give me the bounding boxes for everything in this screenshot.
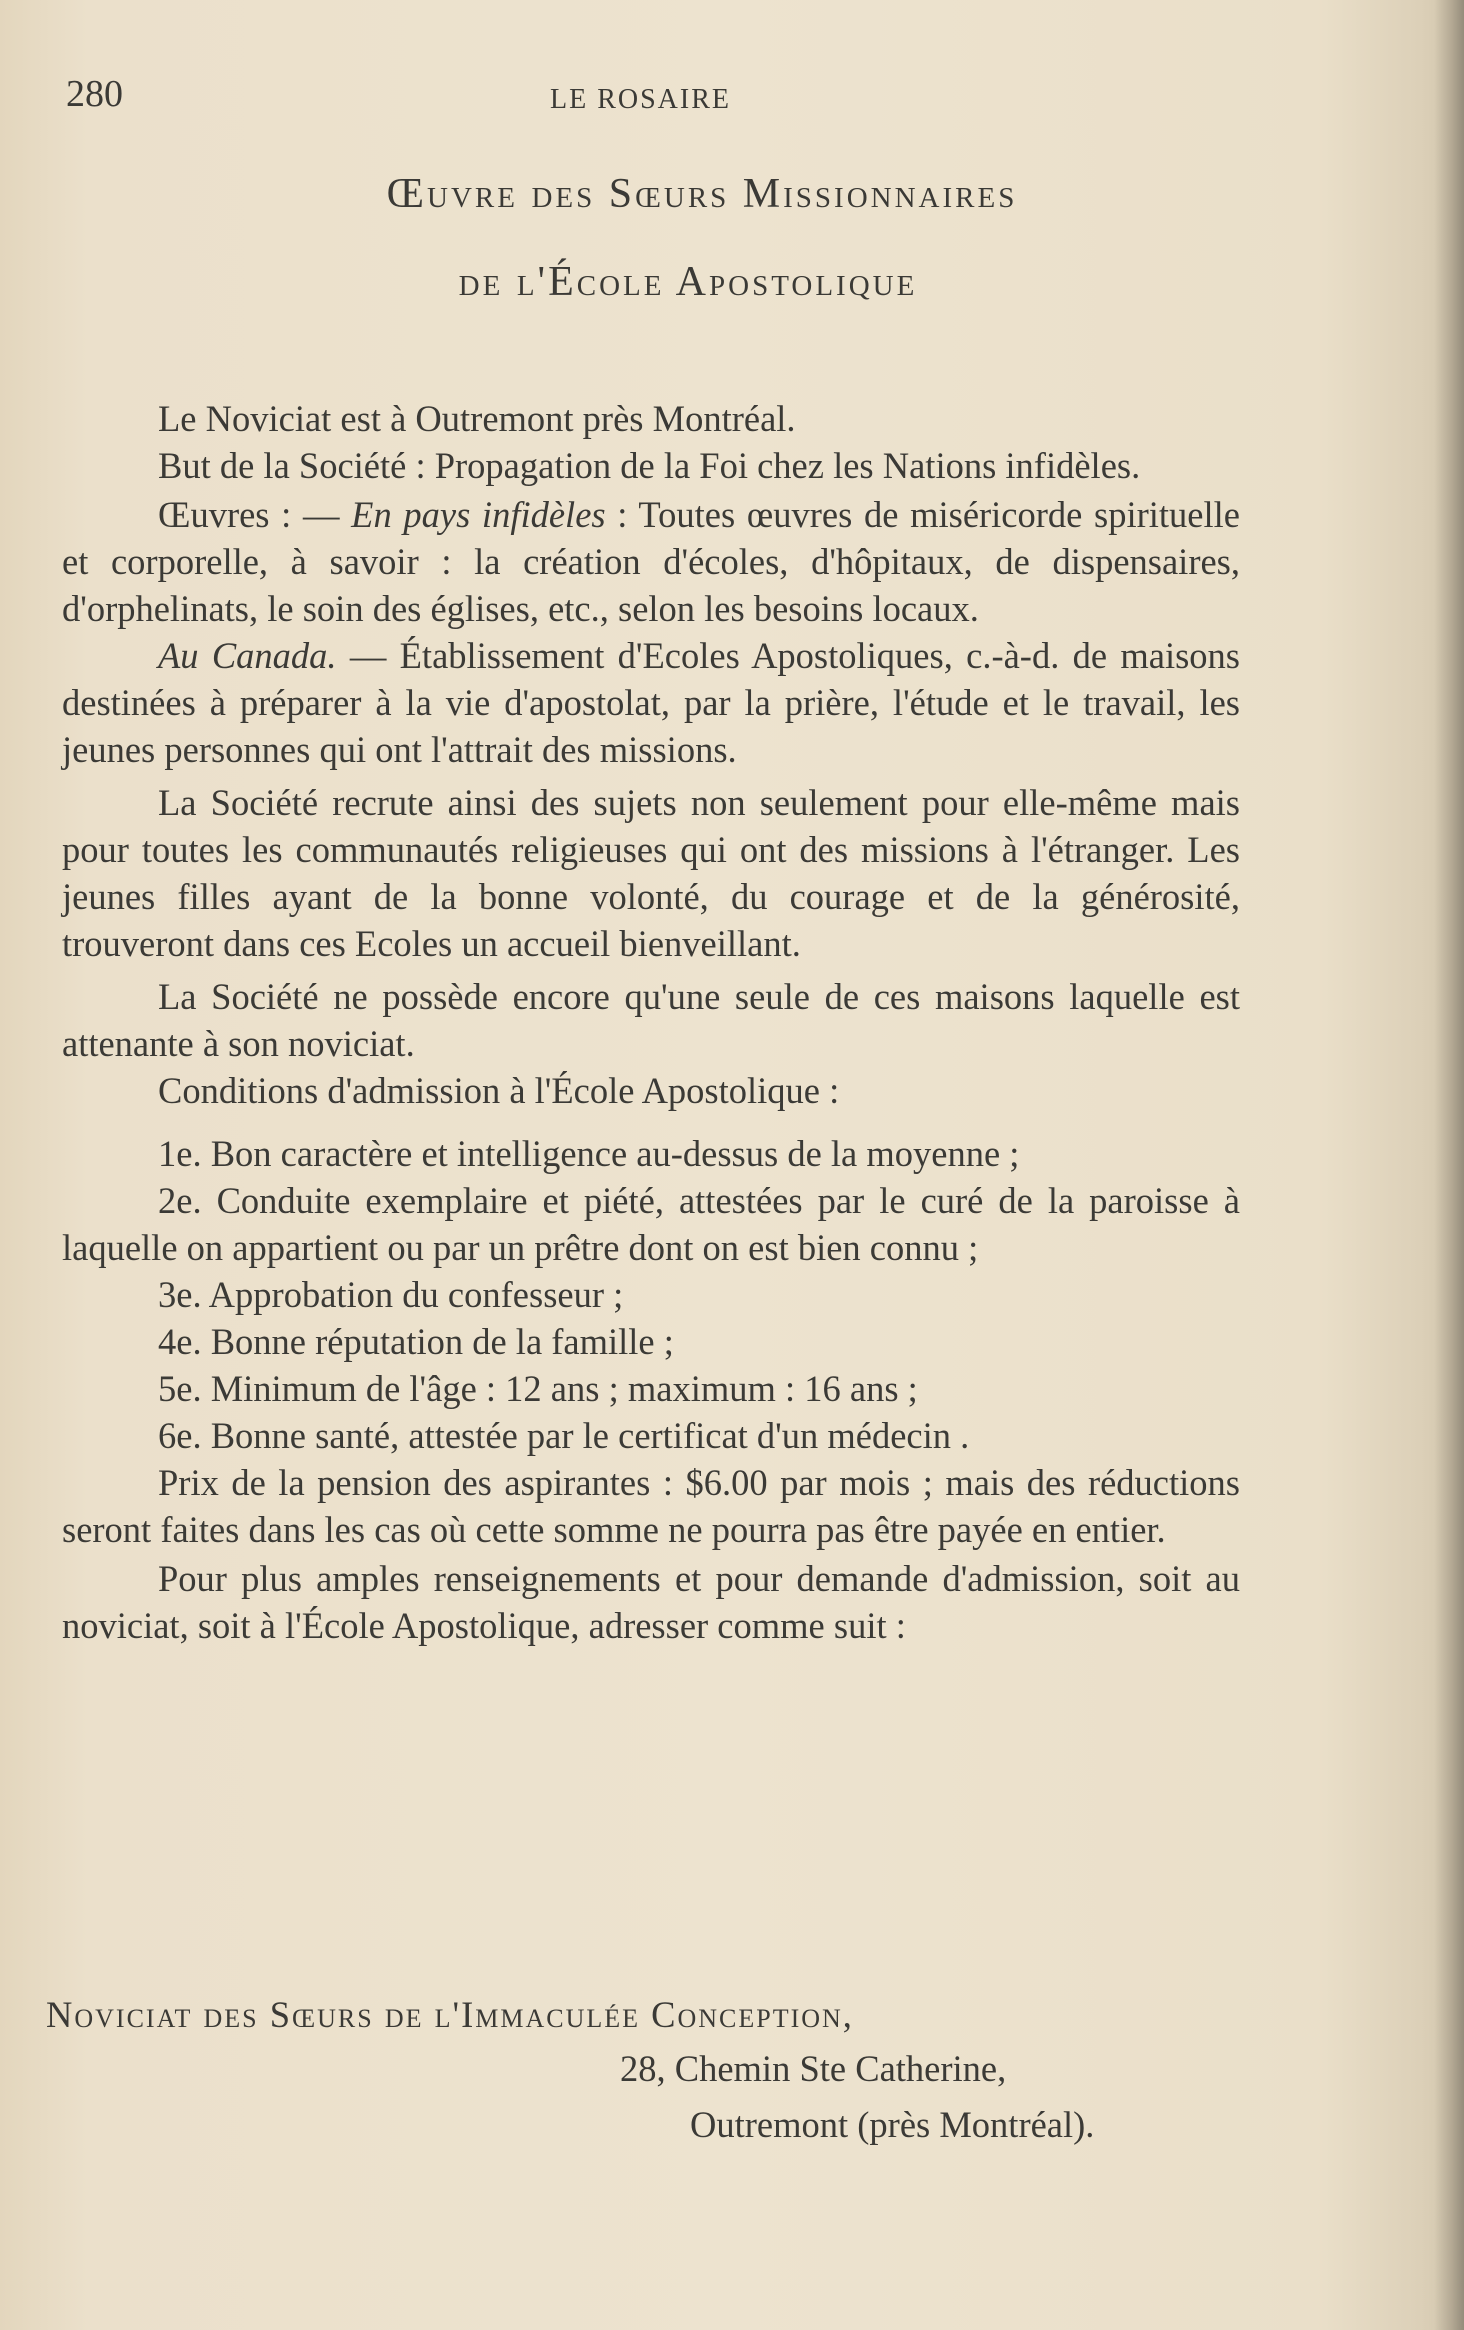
canada-italic: Au Canada. (158, 635, 337, 676)
oeuvres-italic: En pays infidèles (351, 494, 606, 535)
condition-2: 2e. Conduite exemplaire et piété, attestées par le curé de la paroisse à laquelle on appartient ou par un prêtre dont on est bien connu ; (62, 1180, 1240, 1268)
paragraph-but: But de la Société : Propagation de la Foi chez les Nations infidèles. (158, 445, 1141, 486)
canada-rest: — Établissement d'Ecoles Apostoliques, c.-à-d. de maisons destinées à préparer à la vie d'apostolat, par la prière, l'étude et le travail, les jeunes personnes qui ont l'attrait des missions. (62, 635, 1240, 770)
paragraph-canada (62, 632, 1240, 773)
condition-4: 4e. Bonne réputation de la famille ; (158, 1321, 674, 1362)
running-head: LE ROSAIRE (550, 84, 731, 115)
condition-1: 1e. Bon caractère et intelligence au-dessus de la moyenne ; (158, 1133, 1020, 1174)
condition-5: 5e. Minimum de l'âge : 12 ans ; maximum : 16 ans ; (158, 1368, 918, 1409)
paragraph-renseignements: Pour plus amples renseignements et pour demande d'admission, soit au noviciat, soit à l'École Apostolique, adresser comme suit : (62, 1558, 1240, 1646)
condition-3: 3e. Approbation du confesseur ; (158, 1274, 624, 1315)
paragraph-oeuvres (62, 491, 1240, 632)
oeuvres-lead: Œuvres : — (158, 494, 352, 535)
oeuvres-rest: : Toutes œuvres de miséricorde spirituelle et corporelle, à savoir : la création d'écoles, d'hôpitaux, de dispensaires, d'orphelinats, le soin des églises, etc., selon les besoins locaux. (62, 494, 1240, 629)
page-edge-shadow (1434, 0, 1464, 2330)
paragraph-noviciat: Le Noviciat est à Outremont près Montréal. (158, 398, 796, 439)
address-line-2: 28, Chemin Ste Catherine, (620, 2048, 1007, 2089)
page-header (66, 72, 1236, 132)
article-title-line-2: de l'École Apostolique (458, 259, 918, 305)
paragraph-maisons: La Société ne possède encore qu'une seule de ces maisons laquelle est attenante à son noviciat. (62, 976, 1240, 1064)
paragraph-prix: Prix de la pension des aspirantes : $6.00 par mois ; mais des réductions seront faites dans les cas où cette somme ne pourra pas être payée en entier. (62, 1462, 1240, 1550)
article-title-line-1: Œuvre des Sœurs Missionnaires (386, 171, 1018, 217)
paragraph-conditions-intro: Conditions d'admission à l'École Apostolique : (158, 1070, 840, 1111)
page-number: 280 (66, 73, 123, 115)
paragraph-recrute: La Société recrute ainsi des sujets non seulement pour elle-même mais pour toutes les communautés religieuses qui ont des missions à l'étranger. Les jeunes filles ayant de la bonne volonté, du courage et de la générosité, trouveront dans ces Ecoles un accueil bienveillant. (62, 782, 1240, 964)
article-body (62, 395, 1240, 1649)
address-line-1: Noviciat des Sœurs de l'Immaculée Conception, (46, 1994, 854, 2035)
postal-address (46, 1990, 1246, 2150)
address-line-3: Outremont (près Montréal). (690, 2104, 1095, 2145)
condition-6: 6e. Bonne santé, attestée par le certificat d'un médecin . (158, 1415, 970, 1456)
